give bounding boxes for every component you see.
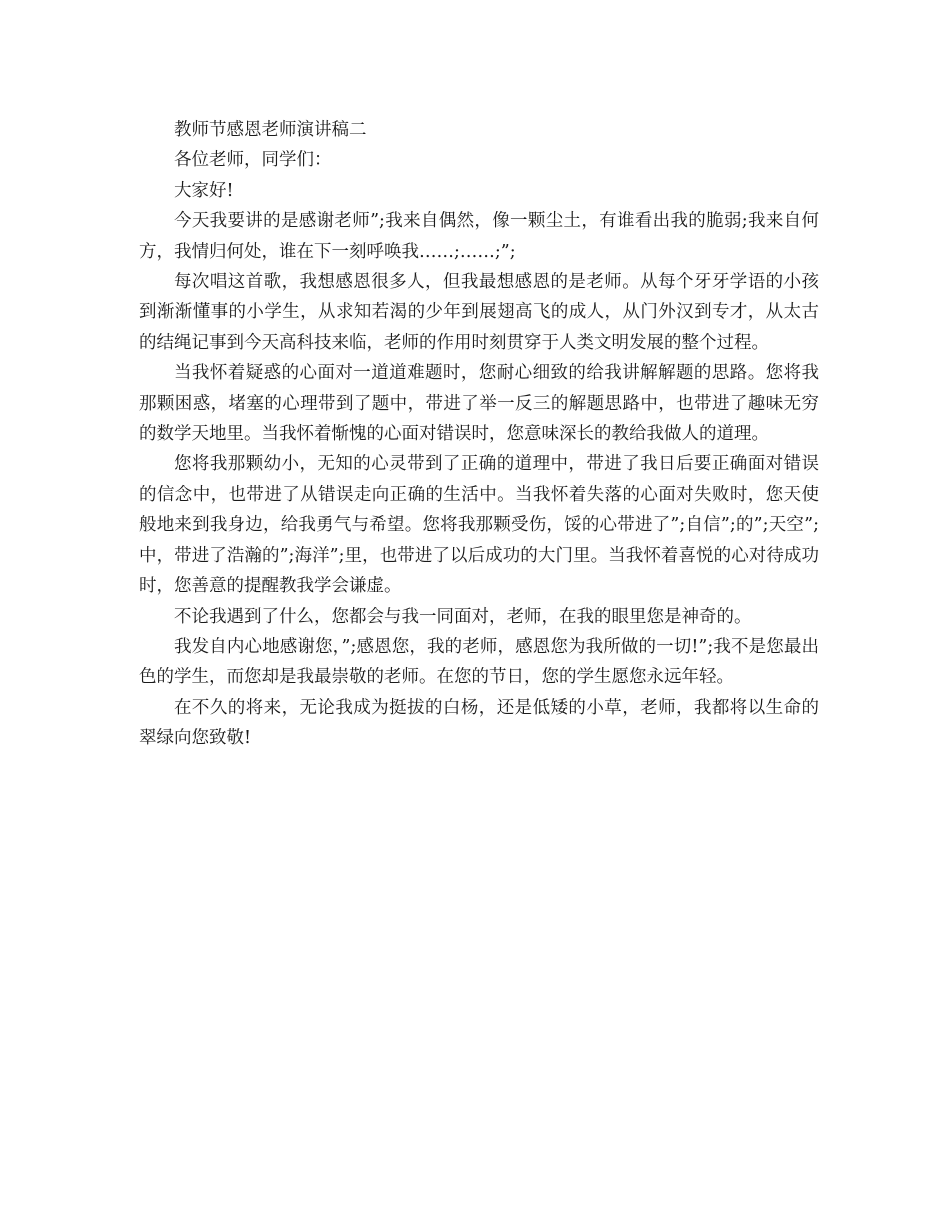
paragraph-3: 当我怀着疑惑的心面对一道道难题时，您耐心细致的给我讲解解题的思路。您将我那颗困惑，堵塞的心理带到了题中，带进了举一反三的解题思路中，也带进了趣味无穷的数学天地里。当我怀着惭愧的心面对错误时，您意味深长的教给我做人的道理。 [139,363,819,445]
paragraph-1: 今天我要讲的是感谢老师”;我来自偶然，像一颗尘土，有谁看出我的脆弱;我来自何方，我情归何处，谁在下一刻呼唤我……;……;”; [139,211,819,262]
paragraph-2: 每次唱这首歌，我想感恩很多人，但我最想感恩的是老师。从每个牙牙学语的小孩到渐渐懂事的小学生，从求知若渴的少年到展翅高飞的成人，从门外汉到专才，从太古的结绳记事到今天高科技来临，老师的作用时刻贯穿于人类文明发展的整个过程。 [139,272,819,353]
paragraph-4: 您将我那颗幼小，无知的心灵带到了正确的道理中，带进了我日后要正确面对错误的信念中，也带进了从错误走向正确的生活中。当我怀着失落的心面对失败时，您天使般地来到我身边，给我勇气与希望。您将我那颗受伤，馁的心带进了”;自信”;的”;天空”;中，带进了浩瀚的”;海洋”;里，也带进了以后成功的大门里。当我怀着喜悦的心对待成功时，您善意的提醒教我学会谦虚。 [139,454,819,597]
document-body [139,115,819,754]
greeting: 大家好! [174,180,234,201]
paragraph-5: 不论我遇到了什么，您都会与我一同面对，老师，在我的眼里您是神奇的。 [174,606,752,627]
paragraph-6: 我发自内心地感谢您，”;感恩您，我的老师，感恩您为我所做的一切!”;我不是您最出色的学生，而您却是我最崇敬的老师。在您的节日，您的学生愿您永远年轻。 [139,636,819,688]
paragraph-7: 在不久的将来，无论我成为挺拔的白杨，还是低矮的小草，老师，我都将以生命的翠绿向您致敬! [139,697,819,749]
salutation: 各位老师，同学们： [174,150,332,171]
document-title: 教师节感恩老师演讲稿二 [174,120,367,140]
